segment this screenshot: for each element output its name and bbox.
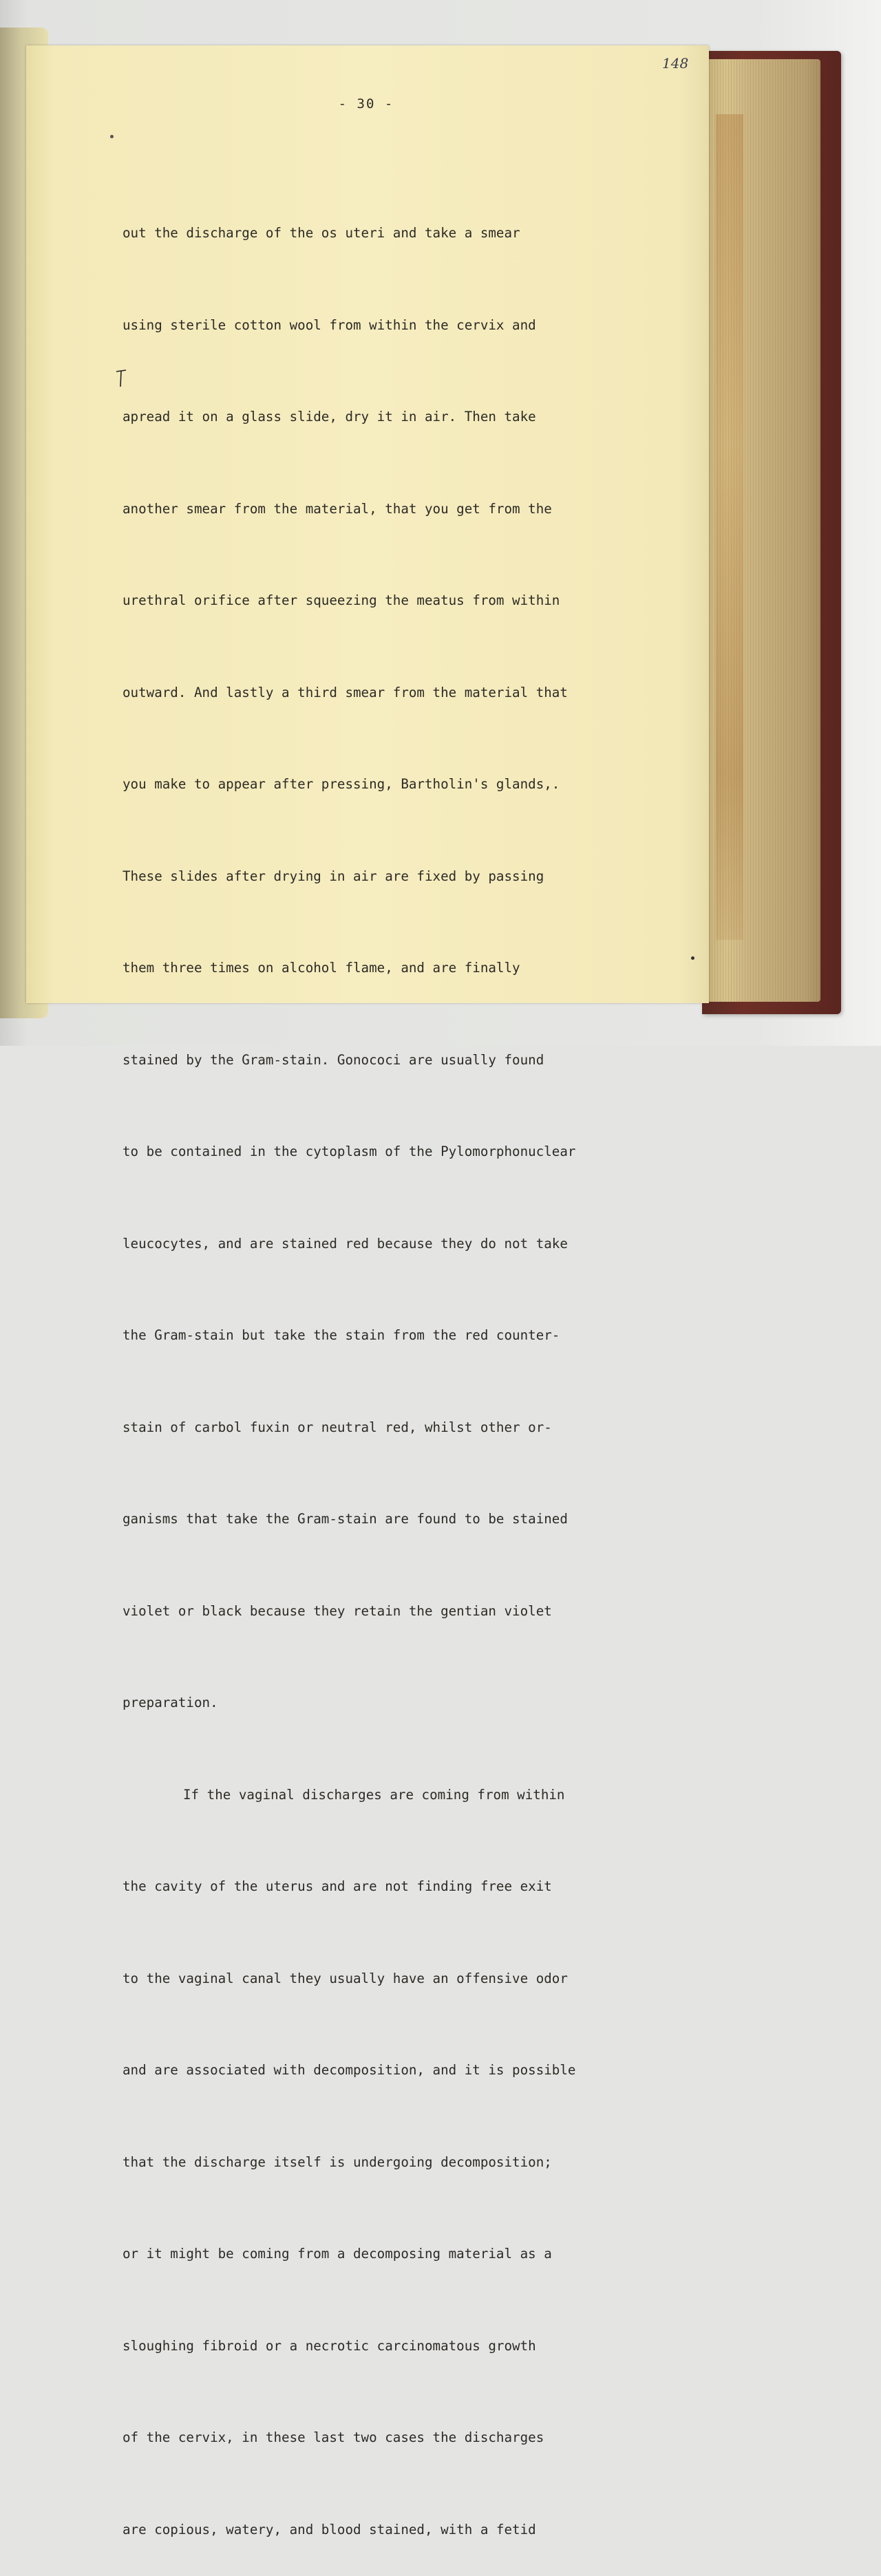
text-line: preparation. [123, 1695, 218, 1710]
text-line: stained by the Gram-stain. Gonococi are usually found [123, 1051, 544, 1068]
page-block-edge [709, 59, 820, 1002]
text-line: out the discharge of the os uteri and take a smear [123, 225, 520, 241]
text-line: If the vaginal discharges are coming from within [183, 1786, 565, 1803]
text-line: apread it on a glass slide, dry it in air. Then take [123, 409, 536, 425]
handwritten-correction-mark [116, 367, 127, 388]
text-line: the Gram-stain but take the stain from the red counter- [123, 1327, 560, 1343]
text-line: you make to appear after pressing, Bartholin's glands,. [123, 776, 560, 792]
edge-stain [716, 114, 743, 940]
page-number: - 30 - [338, 96, 394, 111]
text-line: using sterile cotton wool from within the cervix and [123, 316, 536, 333]
text-line: urethral orifice after squeezing the meatus from within [123, 592, 560, 608]
text-line: stain of carbol fuxin or neutral red, whilst other or- [123, 1419, 552, 1435]
text-line: are copious, watery, and blood stained, with a fetid [123, 2521, 536, 2537]
text-line: that the discharge itself is undergoing decomposition; [123, 2154, 552, 2170]
handwritten-folio-number: 148 [662, 55, 689, 72]
body-text [123, 157, 646, 2576]
text-line: another smear from the material, that you get from the [123, 500, 552, 517]
text-line: the cavity of the uterus and are not finding free exit [123, 1878, 552, 1894]
text-line: them three times on alcohol flame, and are finally [123, 960, 520, 976]
margin-mark [110, 135, 114, 138]
text-line: and are associated with decomposition, and it is possible [123, 2062, 576, 2078]
text-line: ganisms that take the Gram-stain are found to be stained [123, 1511, 568, 1527]
text-line: outward. And lastly a third smear from the material that [123, 684, 568, 700]
text-line: to be contained in the cytoplasm of the Pylomorphonuclear [123, 1144, 576, 1159]
text-line: or it might be coming from a decomposing material as a [123, 2246, 552, 2262]
text-line: These slides after drying in air are fixed by passing [123, 868, 544, 884]
text-line: violet or black because they retain the gentian violet [123, 1602, 552, 1619]
text-line: of the cervix, in these last two cases the discharges [123, 2429, 544, 2445]
text-line: leucocytes, and are stained red because they do not take [123, 1235, 568, 1252]
ink-dot [691, 956, 694, 960]
text-line: sloughing fibroid or a necrotic carcinomatous growth [123, 2337, 536, 2354]
text-line: to the vaginal canal they usually have an offensive odor [123, 1970, 568, 1986]
